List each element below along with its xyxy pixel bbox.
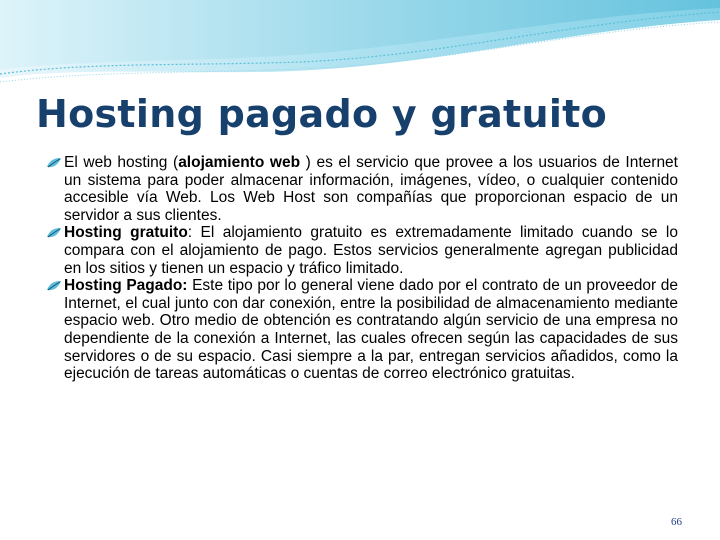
bullet-item bbox=[46, 277, 678, 383]
bullet-text-post: ) es el servicio que provee a los usuarios de Internet un sistema para poder almacenar información, imágenes, vídeo, o cualquier contenido accesible vía Web. Los Web Host son compañías que proporcionan espacio de un servidor a sus clientes. bbox=[64, 154, 678, 224]
bullet-term: Hosting gratuito bbox=[64, 224, 188, 242]
page-number: 66 bbox=[671, 516, 682, 528]
bullet-text-post: Este tipo por lo general viene dado por el contrato de un proveedor de Internet, el cual junto con dar conexión, entre la posibilidad de almacenamiento mediante espacio web. Otro medio de obtención es contratando algún servicio de una empresa no dependiente de la conexión a Internet, las cuales ofrecen según las capacidades de sus servidores o de su espacio. Casi siempre a la par, entregan servicios añadidos, como la ejecución de tareas automáticas o cuentas de correo electrónico gratuitas. bbox=[64, 277, 678, 383]
bullet-term: Hosting Pagado: bbox=[64, 277, 188, 295]
bullet-item bbox=[46, 154, 678, 224]
slide-body bbox=[46, 154, 678, 383]
bullet-item bbox=[46, 224, 678, 277]
bullet-text-post: : El alojamiento gratuito es extremadamente limitado cuando se lo compara con el alojamiento de pago. Estos servicios generalmente agregan publicidad en los sitios y tienen un espacio y tráfico limitado. bbox=[64, 224, 678, 277]
bullet-text-pre: El web hosting ( bbox=[64, 154, 179, 171]
leaf-bullet-icon bbox=[46, 227, 62, 239]
wave-header-decoration bbox=[0, 0, 720, 90]
slide-title: Hosting pagado y gratuito bbox=[36, 92, 608, 136]
leaf-bullet-icon bbox=[46, 157, 62, 169]
bullet-term: alojamiento web bbox=[178, 154, 301, 171]
leaf-bullet-icon bbox=[46, 280, 62, 292]
